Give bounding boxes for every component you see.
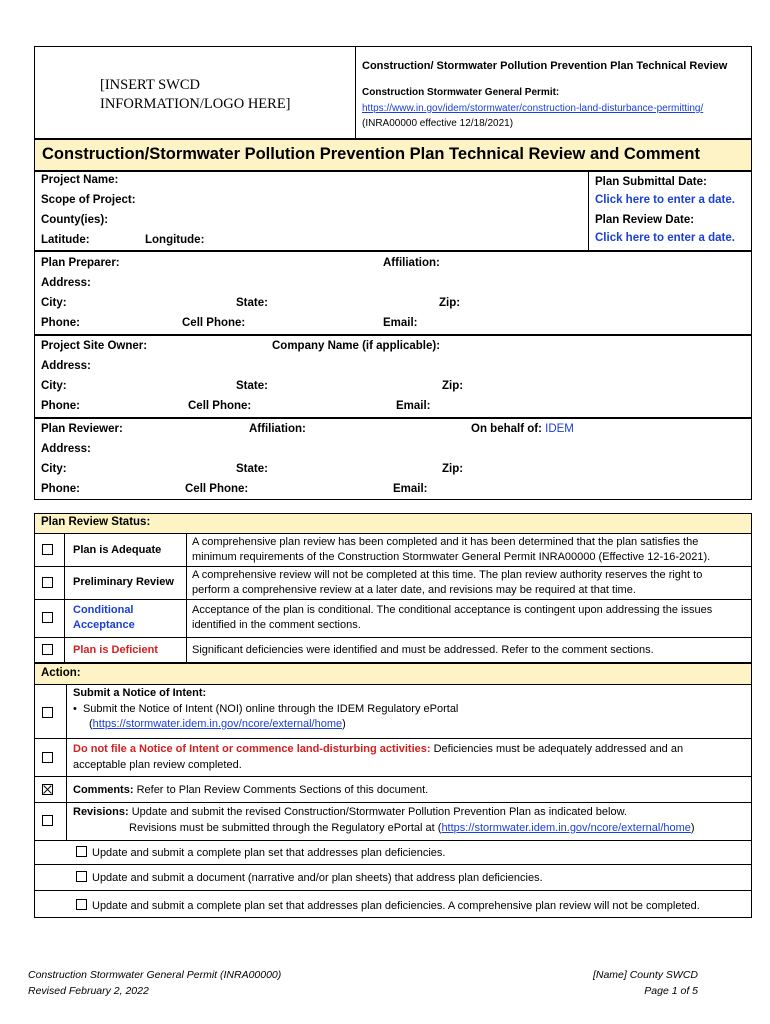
- reviewer-state-label: State:: [236, 463, 268, 475]
- option1-text: Update and submit a complete plan set that addresses plan deficiencies.: [92, 847, 446, 859]
- action-col-divider: [66, 684, 67, 840]
- owner-label: Project Site Owner:: [41, 340, 148, 352]
- noi-bullet-text: Submit the Notice of Intent (NOI) online through the IDEM Regulatory ePortal: [82, 703, 459, 715]
- preparer-zip-label: Zip:: [439, 297, 461, 309]
- status-row-divider: [34, 637, 752, 638]
- review-date-label: Plan Review Date:: [595, 214, 695, 226]
- preparer-city-label: City:: [41, 297, 67, 309]
- conditional-label-line2: Acceptance: [73, 619, 135, 631]
- county-label: County(ies):: [41, 214, 109, 226]
- reviewer-label: Plan Reviewer:: [41, 423, 123, 435]
- reviewer-cell-label: Cell Phone:: [185, 483, 249, 495]
- status-desc-line: A comprehensive plan review has been completed and it has been determined that the plan satisfies the: [192, 536, 699, 548]
- action-row-divider: [34, 802, 752, 803]
- option1-checkbox[interactable]: [76, 846, 87, 857]
- revisions-line1: [73, 806, 627, 818]
- donot-file-line2: acceptable plan review completed.: [73, 759, 242, 771]
- reviewer-zip-label: Zip:: [442, 463, 464, 475]
- status-label-adequate: Plan is Adequate: [73, 544, 162, 556]
- donot-file-rest: Deficiencies must be adequately addressed and an: [430, 743, 684, 755]
- action-row-divider: [34, 890, 752, 891]
- review-title: Construction/ Stormwater Pollution Prevention Plan Technical Review: [362, 60, 728, 72]
- permit-url-link[interactable]: https://www.in.gov/idem/stormwater/construction-land-disturbance-permitting/: [362, 103, 704, 114]
- header-divider: [355, 46, 356, 139]
- status-desc-line: Acceptance of the plan is conditional. The conditional acceptance is contingent upon addressing the issues: [192, 604, 713, 616]
- status-label-preliminary: Preliminary Review: [73, 576, 174, 588]
- submittal-date-field[interactable]: Click here to enter a date.: [595, 194, 735, 206]
- status-desc-line: minimum requirements of the Construction Stormwater General Permit INRA00000 (Effective 12-16-2021).: [192, 551, 711, 563]
- status-col1-divider: [64, 533, 65, 663]
- preparer-phone-label: Phone:: [41, 317, 80, 329]
- owner-company-label: Company Name (if applicable):: [272, 340, 441, 352]
- reviewer-address-label: Address:: [41, 443, 91, 455]
- reviewer-affiliation-label: Affiliation:: [249, 423, 306, 435]
- owner-email-label: Email:: [396, 400, 431, 412]
- footer-revised: Revised February 2, 2022: [28, 985, 149, 997]
- logo-placeholder-line2: INFORMATION/LOGO HERE]: [100, 96, 291, 112]
- footer-right: [580, 967, 698, 999]
- option3-text: Update and submit a complete plan set that addresses plan deficiencies. A comprehensive plan review will not be completed.: [92, 900, 700, 912]
- option2-checkbox[interactable]: [76, 871, 87, 882]
- reviewer-behalf: [471, 423, 574, 435]
- status-desc-adequate: [192, 535, 710, 565]
- owner-cell-label: Cell Phone:: [188, 400, 252, 412]
- status-label-deficient: Plan is Deficient: [73, 644, 158, 656]
- status-col2-divider: [186, 533, 187, 663]
- action-heading: Action:: [41, 667, 81, 679]
- preparer-state-label: State:: [236, 297, 268, 309]
- status-desc-deficient: Significant deficiencies were identified and must be addressed. Refer to the comment sections.: [192, 644, 654, 656]
- status-label-conditional: [73, 603, 135, 633]
- preliminary-checkbox[interactable]: [42, 577, 53, 588]
- revisions-rest: Update and submit the revised Construction/Stormwater Pollution Prevention Plan as indicated below.: [128, 806, 627, 818]
- revisions-line2-text: Revisions must be submitted through the Regulatory ePortal at (: [129, 822, 442, 834]
- donot-file-checkbox[interactable]: [42, 752, 53, 763]
- status-desc-line: perform a comprehensive review at a later date, and revisions may be required at that time.: [192, 584, 636, 596]
- revisions-url-link[interactable]: https://stormwater.idem.in.gov/ncore/external/home: [441, 822, 691, 834]
- noi-url-open: (: [89, 718, 93, 730]
- scope-label: Scope of Project:: [41, 194, 136, 206]
- status-row-divider: [34, 599, 752, 600]
- longitude-label: Longitude:: [145, 234, 205, 246]
- status-heading: Plan Review Status:: [41, 516, 151, 528]
- bullet-icon: •: [73, 703, 83, 715]
- deficient-checkbox[interactable]: [42, 644, 53, 655]
- donot-file-line1: [73, 741, 683, 757]
- revisions-url-close: ): [690, 822, 695, 834]
- action-row-divider: [34, 776, 752, 777]
- permit-label: Construction Stormwater General Permit:: [362, 87, 560, 98]
- noi-bullet: [73, 703, 458, 715]
- permit-id: (INRA00000 effective 12/18/2021): [362, 118, 514, 129]
- owner-state-label: State:: [236, 380, 268, 392]
- adequate-checkbox[interactable]: [42, 544, 53, 555]
- latitude-label: Latitude:: [41, 234, 90, 246]
- revisions-checkbox[interactable]: [42, 815, 53, 826]
- preparer-address-label: Address:: [41, 277, 91, 289]
- option2-text: Update and submit a document (narrative and/or plan sheets) that address plan deficiencies.: [92, 872, 543, 884]
- behalf-value[interactable]: IDEM: [545, 423, 574, 435]
- preparer-email-label: Email:: [383, 317, 418, 329]
- owner-city-label: City:: [41, 380, 67, 392]
- donot-file-text: [73, 741, 683, 773]
- noi-url-line: [89, 718, 346, 730]
- revisions-label: Revisions:: [73, 806, 129, 818]
- footer-left: [28, 967, 281, 999]
- footer-county: [Name] County SWCD: [592, 969, 698, 981]
- action-row-divider: [34, 864, 752, 865]
- status-desc-preliminary: [192, 568, 702, 598]
- comments-rest: Refer to Plan Review Comments Sections of this document.: [133, 784, 429, 796]
- comments-text: [73, 784, 428, 796]
- logo-placeholder: [100, 76, 291, 114]
- behalf-label: On behalf of:: [471, 423, 542, 435]
- owner-zip-label: Zip:: [442, 380, 464, 392]
- status-desc-line: identified in the comment sections.: [192, 619, 361, 631]
- submittal-date-label: Plan Submittal Date:: [595, 176, 707, 188]
- reviewer-phone-label: Phone:: [41, 483, 80, 495]
- noi-title: Submit a Notice of Intent:: [73, 687, 207, 699]
- revisions-line2: [129, 822, 695, 834]
- owner-phone-label: Phone:: [41, 400, 80, 412]
- footer-page-number: Page 1 of 5: [644, 985, 698, 997]
- preparer-label: Plan Preparer:: [41, 257, 120, 269]
- status-desc-line: A comprehensive review will not be completed at this time. The plan review authority reserves the right to: [192, 569, 703, 581]
- action-heading-bar: [34, 663, 752, 685]
- status-row-divider: [34, 566, 752, 567]
- project-divider: [588, 171, 589, 251]
- owner-address-label: Address:: [41, 360, 91, 372]
- noi-url-close: ): [342, 718, 346, 730]
- donot-file-warning: Do not file a Notice of Intent or commence land-disturbing activities:: [73, 743, 431, 755]
- option3-checkbox[interactable]: [76, 899, 87, 910]
- logo-placeholder-line1: [INSERT SWCD: [100, 77, 200, 93]
- action-row-divider: [34, 738, 752, 739]
- comments-label: Comments:: [73, 784, 134, 796]
- noi-url-link[interactable]: https://stormwater.idem.in.gov/ncore/external/home: [92, 718, 343, 730]
- comments-checkbox[interactable]: [42, 784, 53, 795]
- action-row-divider: [34, 840, 752, 841]
- review-date-field[interactable]: Click here to enter a date.: [595, 232, 735, 244]
- reviewer-email-label: Email:: [393, 483, 428, 495]
- footer-permit: Construction Stormwater General Permit (INRA00000): [28, 969, 282, 981]
- status-desc-conditional: [192, 603, 712, 633]
- noi-checkbox[interactable]: [42, 707, 53, 718]
- project-name-label: Project Name:: [41, 174, 119, 186]
- preparer-affiliation-label: Affiliation:: [383, 257, 440, 269]
- reviewer-city-label: City:: [41, 463, 67, 475]
- preparer-cell-label: Cell Phone:: [182, 317, 246, 329]
- conditional-checkbox[interactable]: [42, 612, 53, 623]
- form-title: Construction/Stormwater Pollution Prevention Plan Technical Review and Comment: [42, 145, 700, 163]
- conditional-label-line1: Conditional: [73, 604, 134, 616]
